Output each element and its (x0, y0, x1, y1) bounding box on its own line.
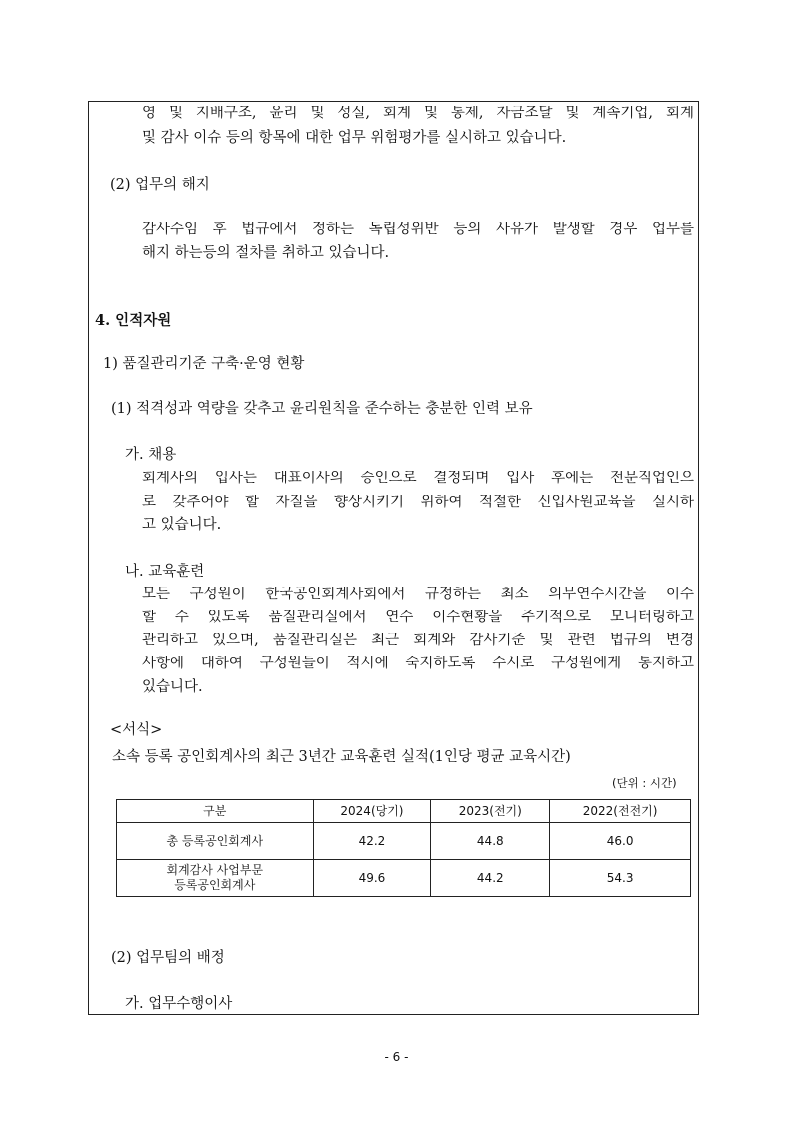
header-2024: 2024(당기) (313, 800, 431, 823)
page-number: - 6 - (384, 1050, 409, 1064)
table-row (117, 860, 691, 897)
s1-1-heading: (1) 적격성과 역량을 갖추고 윤리원칙을 준수하는 충분한 인력 보유 (111, 401, 533, 417)
ga2-heading: 가. 업무수행이사 (125, 996, 233, 1012)
s1-heading: 1) 품질관리기준 구축·운영 현황 (103, 356, 305, 372)
na-line-5: 있습니다. (142, 679, 203, 695)
cell-2023: 44.2 (431, 860, 550, 897)
na-line-1: 모든 구성원이 한국공인회계사회에서 규정하는 최소 의무연수시간을 이수 (142, 587, 694, 602)
cell-2022: 46.0 (550, 823, 691, 860)
form-label: <서식> (110, 722, 163, 738)
training-hours-table (116, 799, 691, 897)
table-title: 소속 등록 공인회계사의 최근 3년간 교육훈련 실적(1인당 평균 교육시간) (112, 749, 571, 765)
ga-line-2: 로 갖추어야 할 자질을 향상시키기 위하여 적절한 신입사원교육을 실시하 (142, 495, 694, 510)
ga-heading: 가. 채용 (125, 447, 177, 463)
section-4-heading: 4. 인적자원 (95, 312, 172, 329)
intro-line-2: 및 감사 이슈 등의 항목에 대한 업무 위험평가를 실시하고 있습니다. (142, 130, 567, 146)
cell-2023: 44.8 (431, 823, 550, 860)
sub2-line-2: 해지 하는등의 절차를 취하고 있습니다. (142, 245, 390, 261)
row-label (117, 860, 314, 897)
na-line-4: 사항에 대하여 구성원들이 적시에 숙지하도록 수시로 구성원에게 통지하고 (142, 656, 694, 671)
table-row (117, 823, 691, 860)
cell-2022: 54.3 (550, 860, 691, 897)
row-label (117, 823, 314, 860)
na-heading: 나. 교육훈련 (125, 564, 205, 580)
table-header-row (117, 800, 691, 823)
s1-2-heading: (2) 업무팀의 배정 (111, 950, 225, 966)
sub2-line-1: 감사수임 후 법규에서 정하는 독립성위반 등의 사유가 발생할 경우 업무를 (142, 222, 694, 237)
row-label-text: 총 등록공인회계사 (166, 833, 264, 848)
header-2023: 2023(전기) (431, 800, 550, 823)
header-category: 구분 (117, 800, 314, 823)
cell-2024: 49.6 (313, 860, 431, 897)
cell-2024: 42.2 (313, 823, 431, 860)
header-2022: 2022(전전기) (550, 800, 691, 823)
row-label-text: 회계감사 사업부문 (166, 863, 264, 877)
sub2-heading: (2) 업무의 해지 (110, 177, 210, 193)
ga-line-3: 고 있습니다. (142, 517, 222, 533)
na-line-3: 관리하고 있으며, 품질관리실은 최근 회계와 감사기준 및 관련 법규의 변경 (142, 633, 694, 648)
intro-line-1: 영 및 지배구조, 윤리 및 성실, 회계 및 통제, 자금조달 및 계속기업, 회계 (142, 106, 694, 121)
na-line-2: 할 수 있도록 품질관리실에서 연수 이수현황을 주기적으로 모니터링하고 (142, 610, 694, 625)
unit-label: (단위 : 시간) (612, 776, 677, 790)
ga-line-1: 회계사의 입사는 대표이사의 승인으로 결정되며 입사 후에는 전문직업인으 (142, 471, 694, 486)
row-label-text-2: 등록공인회계사 (174, 878, 256, 892)
